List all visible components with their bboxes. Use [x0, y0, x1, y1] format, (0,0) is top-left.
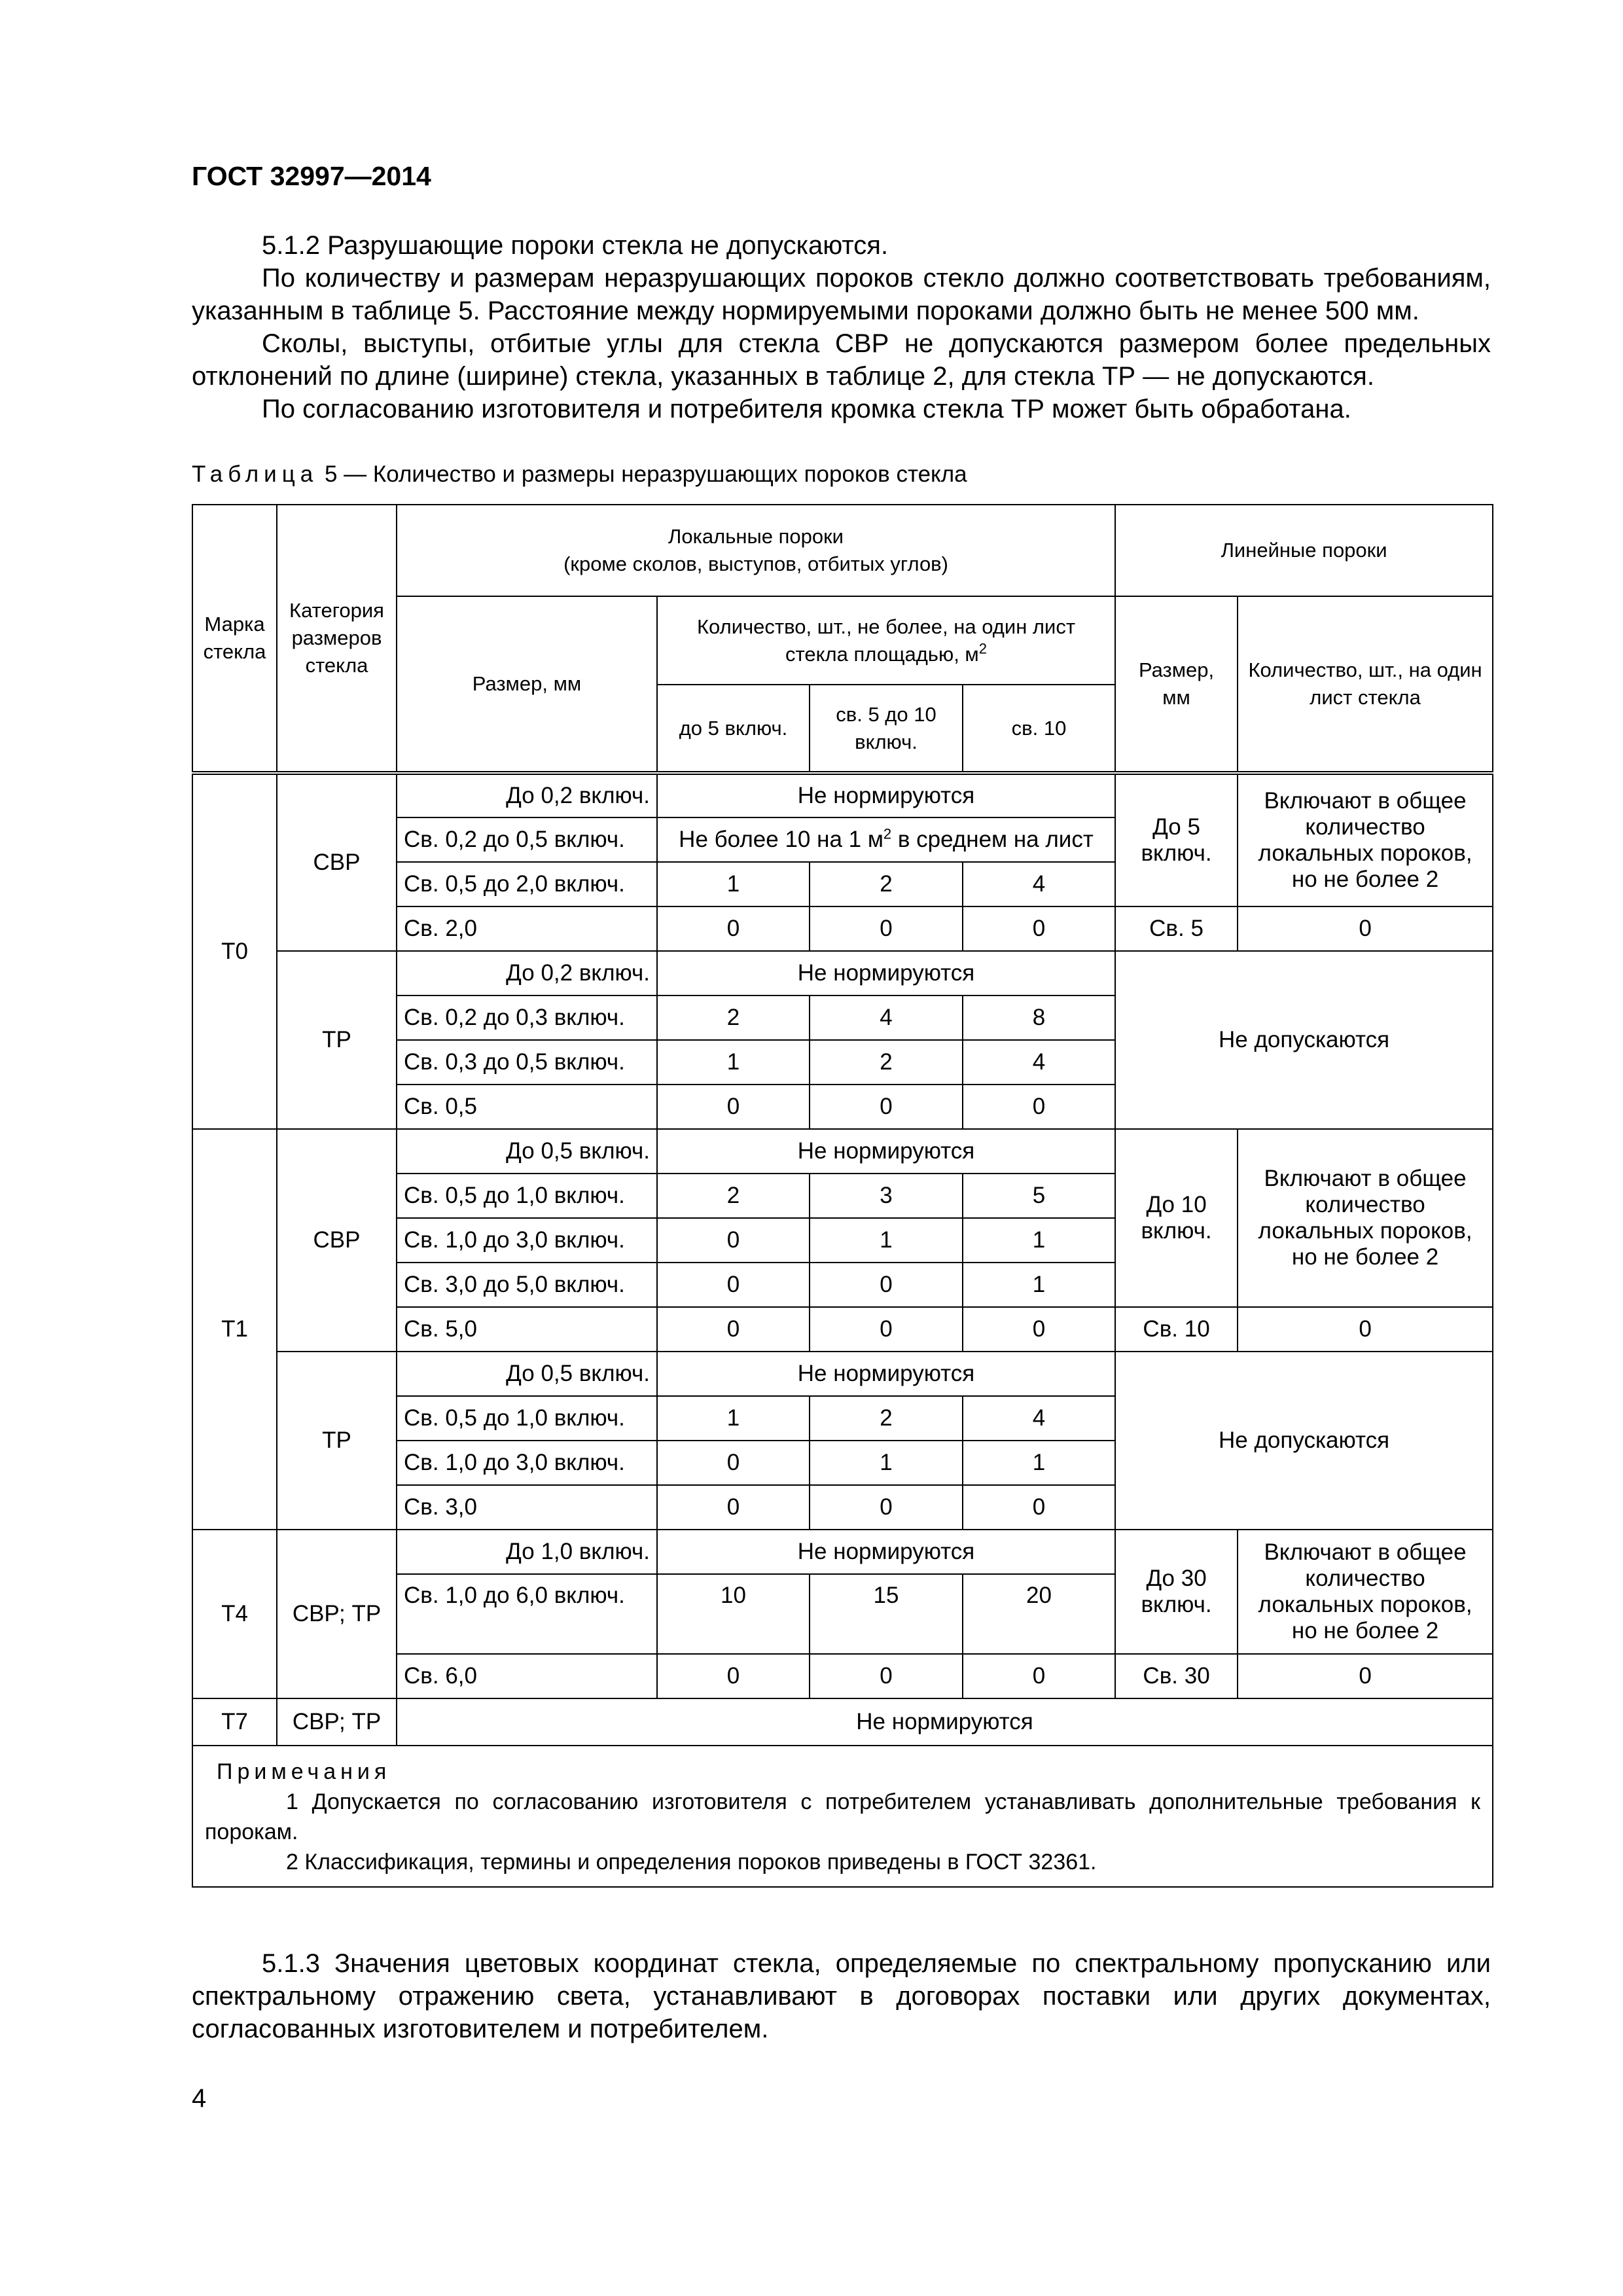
value-cell: 0 — [963, 1307, 1115, 1352]
size-cell: Св. 0,3 до 0,5 включ. — [397, 1040, 657, 1085]
defects-table — [192, 504, 1493, 1888]
value-cell: 1 — [657, 1396, 810, 1441]
value-cell: 4 — [963, 1396, 1115, 1441]
category-tr: ТР — [277, 951, 397, 1129]
value-cell: 0 — [657, 1485, 810, 1530]
mark-t0: Т0 — [192, 773, 277, 1129]
mark-t4: Т4 — [192, 1530, 277, 1698]
category-svr-tr: СВР; ТР — [277, 1698, 397, 1746]
linear-size-cell: Св. 10 — [1115, 1307, 1238, 1352]
head-linear-defects: Линейные пороки — [1115, 505, 1493, 596]
category-svr: СВР — [277, 773, 397, 951]
linear-size-cell: До 5 включ. — [1115, 773, 1238, 906]
linear-size-cell: До 10 включ. — [1115, 1129, 1238, 1307]
mark-t7: Т7 — [192, 1698, 277, 1746]
size-cell: Св. 1,0 до 3,0 включ. — [397, 1218, 657, 1263]
value-average — [657, 817, 1115, 862]
table-row — [192, 951, 1493, 996]
table-caption — [192, 461, 967, 488]
paragraph-edge-processing: По согласованию изготовителя и потребителя кромка стекла ТР может быть обработана. — [262, 395, 1351, 423]
value-cell: 0 — [657, 1654, 810, 1698]
value-cell: 1 — [657, 1040, 810, 1085]
table-row — [192, 1129, 1493, 1174]
linear-qty-cell: 0 — [1238, 906, 1493, 951]
linear-size-cell: Св. 30 — [1115, 1654, 1238, 1698]
size-cell: До 0,2 включ. — [397, 951, 657, 996]
note-2: 2 Классификация, термины и определения пороков приведены в ГОСТ 32361. — [286, 1850, 1097, 1874]
size-cell: Св. 3,0 до 5,0 включ. — [397, 1263, 657, 1307]
table-row — [192, 1698, 1493, 1746]
value-cell: 0 — [810, 1307, 963, 1352]
linear-size-cell: До 30 включ. — [1115, 1530, 1238, 1654]
value-cell: 0 — [810, 1085, 963, 1129]
head-linear-quantity: Количество, шт., на один лист стекла — [1238, 596, 1493, 773]
value-cell: 0 — [657, 906, 810, 951]
value-cell: 5 — [963, 1174, 1115, 1218]
value-cell: 1 — [963, 1263, 1115, 1307]
page-number: 4 — [192, 2084, 207, 2113]
value-cell: 0 — [963, 1085, 1115, 1129]
value-not-normed: Не нормируются — [657, 1530, 1115, 1574]
value-cell: 2 — [657, 1174, 810, 1218]
value-cell: 0 — [810, 906, 963, 951]
paragraph-chips: Сколы, выступы, отбитые углы для стекла СВР не допускаются размером более предельных отклонений по длине (ширине) стекла, указанных в таблице 2, для стекла ТР — не допускаются. — [192, 329, 1491, 391]
category-svr: СВР — [277, 1129, 397, 1352]
head-quantity-text: Количество, шт., не более, на один лист стекла площадью, м — [697, 615, 1076, 666]
value-cell: 1 — [657, 862, 810, 906]
linear-qty-cell: Включают в общее количество локальных пороков, но не более 2 — [1238, 773, 1493, 906]
size-cell: Св. 0,5 — [397, 1085, 657, 1129]
size-cell: Св. 1,0 до 6,0 включ. — [397, 1574, 657, 1654]
linear-qty-cell: 0 — [1238, 1654, 1493, 1698]
table-caption-title: 5 — Количество и размеры неразрушающих пороков стекла — [318, 461, 967, 487]
value-cell: 2 — [810, 1040, 963, 1085]
value-cell: 2 — [810, 862, 963, 906]
linear-qty-cell: Включают в общее количество локальных пороков, но не более 2 — [1238, 1129, 1493, 1307]
table-row — [192, 773, 1493, 817]
notes-title: Примечания — [217, 1759, 391, 1784]
size-cell: До 0,5 включ. — [397, 1352, 657, 1396]
value-cell: 1 — [963, 1441, 1115, 1485]
head-local-line1: Локальные пороки — [668, 525, 844, 548]
value-cell: 0 — [810, 1485, 963, 1530]
value-not-normed: Не нормируются — [657, 951, 1115, 996]
value-cell: 4 — [963, 862, 1115, 906]
value-cell: 0 — [963, 1654, 1115, 1698]
size-cell: Св. 0,5 до 1,0 включ. — [397, 1174, 657, 1218]
value-cell: 1 — [963, 1218, 1115, 1263]
size-cell: Св. 6,0 — [397, 1654, 657, 1698]
head-category: Категория размеров стекла — [277, 505, 397, 773]
size-cell: Св. 1,0 до 3,0 включ. — [397, 1441, 657, 1485]
value-cell: 2 — [657, 996, 810, 1040]
value-average-text: Не более 10 на 1 м — [679, 827, 883, 852]
value-cell: 10 — [657, 1574, 810, 1654]
head-col-upto5: до 5 включ. — [657, 685, 810, 773]
value-cell: 2 — [810, 1396, 963, 1441]
head-col-5to10: св. 5 до 10 включ. — [810, 685, 963, 773]
size-cell: До 0,2 включ. — [397, 773, 657, 817]
value-average-tail: в среднем на лист — [891, 827, 1094, 852]
value-cell: 0 — [657, 1218, 810, 1263]
note-1: 1 Допускается по согласованию изготовителя с потребителем устанавливать дополнительные требования к порокам. — [205, 1789, 1481, 1844]
linear-size-cell: Св. 5 — [1115, 906, 1238, 951]
linear-qty-cell: 0 — [1238, 1307, 1493, 1352]
linear-not-allowed: Не допускаются — [1115, 951, 1493, 1129]
paragraph-defects-requirements: По количеству и размерам неразрушающих пороков стекло должно соответствовать требованиям, указанным в таблице 5. Расстояние между нормируемыми пороками должно быть не менее 500 мм. — [192, 264, 1491, 325]
value-cell: 1 — [810, 1441, 963, 1485]
size-cell: Св. 0,5 до 2,0 включ. — [397, 862, 657, 906]
table-notes-row — [192, 1746, 1493, 1887]
table-row — [192, 1352, 1493, 1396]
value-cell: 1 — [810, 1218, 963, 1263]
head-mark: Марка стекла — [192, 505, 277, 773]
head-local-defects — [397, 505, 1115, 596]
table-notes — [192, 1746, 1493, 1887]
size-cell: Св. 2,0 — [397, 906, 657, 951]
value-cell: 4 — [810, 996, 963, 1040]
head-quantity — [657, 596, 1115, 685]
table-row — [192, 1530, 1493, 1574]
value-cell: 0 — [963, 1485, 1115, 1530]
document-code: ГОСТ 32997—2014 — [192, 161, 431, 191]
size-cell: До 0,5 включ. — [397, 1129, 657, 1174]
value-not-normed: Не нормируются — [657, 1129, 1115, 1174]
value-cell: 4 — [963, 1040, 1115, 1085]
value-cell: 3 — [810, 1174, 963, 1218]
value-cell: 0 — [657, 1263, 810, 1307]
size-cell: Св. 5,0 — [397, 1307, 657, 1352]
size-cell: Св. 0,2 до 0,3 включ. — [397, 996, 657, 1040]
size-cell: До 1,0 включ. — [397, 1530, 657, 1574]
value-not-normed: Не нормируются — [657, 773, 1115, 817]
size-cell: Св. 3,0 — [397, 1485, 657, 1530]
head-size: Размер, мм — [397, 596, 657, 773]
value-average-sup: 2 — [883, 825, 892, 842]
value-cell: 0 — [657, 1307, 810, 1352]
value-cell: 0 — [810, 1654, 963, 1698]
value-cell: 15 — [810, 1574, 963, 1654]
mark-t1: Т1 — [192, 1129, 277, 1530]
category-svr-tr: СВР; ТР — [277, 1530, 397, 1698]
value-cell: 0 — [657, 1085, 810, 1129]
value-cell: 8 — [963, 996, 1115, 1040]
head-col-over10: св. 10 — [963, 685, 1115, 773]
category-tr: ТР — [277, 1352, 397, 1530]
size-cell: Св. 0,5 до 1,0 включ. — [397, 1396, 657, 1441]
value-cell: 20 — [963, 1574, 1115, 1654]
value-cell: 0 — [810, 1263, 963, 1307]
paragraph-5-1-2: 5.1.2 Разрушающие пороки стекла не допускаются. — [262, 231, 889, 260]
value-cell: 0 — [963, 906, 1115, 951]
head-local-line2: (кроме сколов, выступов, отбитых углов) — [563, 552, 948, 575]
head-quantity-sup: 2 — [978, 640, 987, 657]
value-not-normed: Не нормируются — [657, 1352, 1115, 1396]
size-cell: Св. 0,2 до 0,5 включ. — [397, 817, 657, 862]
paragraph-5-1-3: 5.1.3 Значения цветовых координат стекла, определяемые по спектральному пропусканию или спектральному отражению света, устанавливают в договорах поставки или других документах, согласованных изготовителем и потребителем. — [192, 1949, 1491, 2043]
linear-not-allowed: Не допускаются — [1115, 1352, 1493, 1530]
linear-qty-cell: Включают в общее количество локальных пороков, но не более 2 — [1238, 1530, 1493, 1654]
value-cell: 0 — [657, 1441, 810, 1485]
head-linear-size: Размер, мм — [1115, 596, 1238, 773]
value-not-normed: Не нормируются — [397, 1698, 1493, 1746]
table-caption-prefix: Таблица — [192, 461, 319, 487]
